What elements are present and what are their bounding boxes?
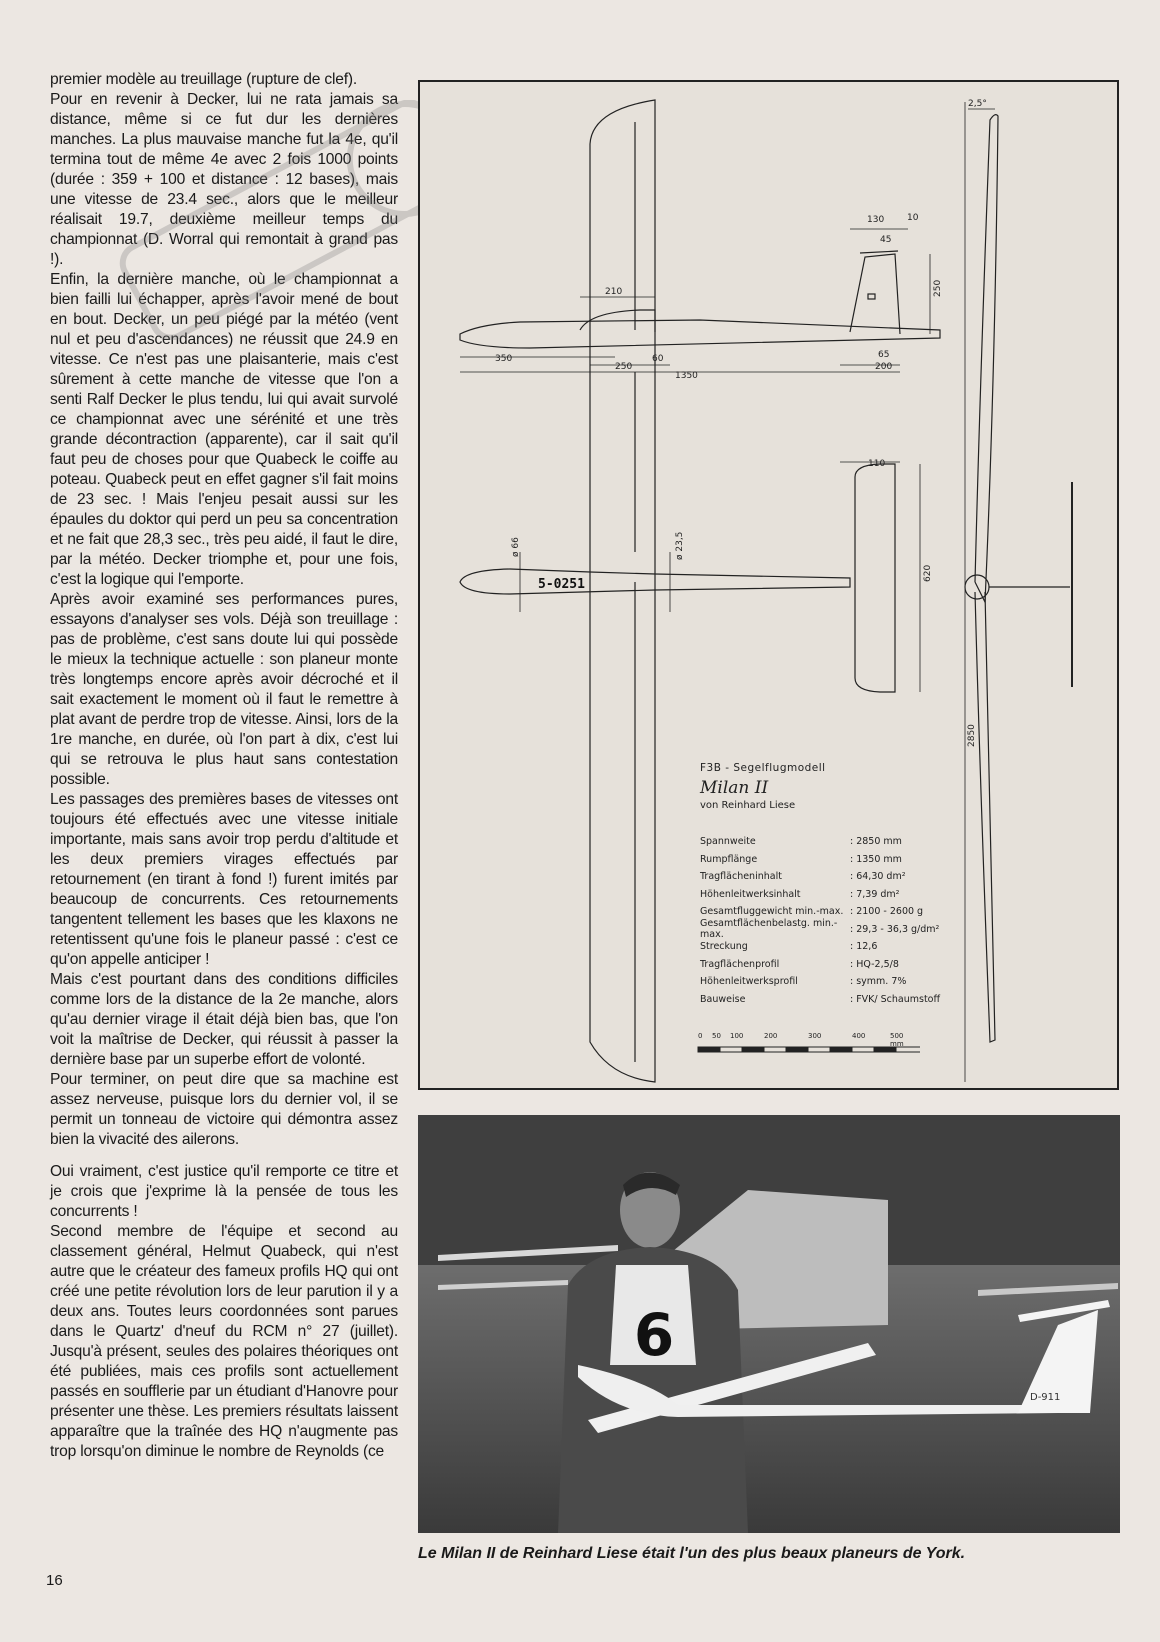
spec-row: Rumpflänge : 1350 mm [700, 853, 902, 865]
spec-title: F3B - Segelflugmodell [700, 762, 826, 774]
spec-row: Höhenleitwerksinhalt : 7,39 dm² [700, 888, 900, 900]
article-paragraph: Oui vraiment, c'est justice qu'il remporte ce titre et je crois que j'exprime là la pensée de tous les concurrents ! [50, 1163, 398, 1220]
dim-2850: 2850 [967, 724, 977, 747]
dim-110: 110 [868, 459, 886, 469]
dim-250: 250 [615, 362, 633, 372]
model-author: von Reinhard Liese [700, 800, 796, 811]
spec-row: Höhenleitwerksprofil : symm. 7% [700, 976, 907, 988]
spec-row: Bauweise : FVK/ Schaumstoff [700, 993, 941, 1005]
article-paragraph: Pour terminer, on peut dire que sa machine est assez nerveuse, puisque lors du dernier vol, il se permit un tonneau de victoire qui démontra assez bien la vivacité des ailerons. [50, 1071, 398, 1148]
dim-130: 130 [867, 215, 885, 225]
dim-200: 200 [875, 362, 893, 372]
fin-marking: D-911 [1030, 1392, 1061, 1403]
dim-1350: 1350 [675, 371, 698, 381]
spec-row: Tragflächeninhalt : 64,30 dm² [700, 871, 906, 883]
article-paragraph: Les passages des premières bases de vitesses ont toujours été effectués avec une vitesse initiale importante, mais sans avoir trop perdu d'altitude et les deux premiers virages effectués par retournement (en tirant à fond !) furent imités par beaucoup de concurrents. Ces retournements tangentent tellement les bases que les klaxons ne retentissent qu'une fois le planeur passé : c'est ce qu'on appelle anticiper ! [50, 791, 398, 968]
dim-66: ø 66 [511, 537, 521, 557]
article-paragraph: Après avoir examiné ses performances pures, essayons d'analyser ses vols. Déjà son treuillage : pas de problème, c'est sans doute lui qui possède le mieux la technique actuelle : son planeur monte très longtemps encore après avoir décroché et il sait exactement le moment où il faut le remettre à plat avant de perdre trop de vitesse. Ainsi, lors de la 1re manche, en durée, où l'on part à dix, c'est lui qui se retrouva le plus haut sans contestation possible. [50, 591, 398, 788]
spec-sheet [700, 762, 1030, 1008]
photo-caption: Le Milan II de Reinhard Liese était l'un des plus beaux planeurs de York. [418, 1545, 966, 1562]
dim-210: 210 [605, 287, 623, 297]
article-paragraph: Mais c'est pourtant dans des conditions difficiles comme lors de la distance de la 2e manche, alors qu'au dernier virage il était déjà bien bas, que l'on voit la maîtrise de Decker, qui réussit à passer la dernière base par un superbe effort de volonté. [50, 971, 398, 1068]
dim-350: 350 [495, 354, 513, 364]
spec-row: Gesamtfluggewicht min.-max. : 2100 - 2600 g [700, 906, 924, 918]
article-paragraph: premier modèle au treuillage (rupture de clef). [50, 71, 357, 88]
spec-row: Tragflächenprofil : HQ-2,5/8 [700, 958, 899, 970]
dim-10: 10 [907, 213, 919, 223]
dim-620: 620 [923, 564, 933, 582]
dim-250-fin: 250 [933, 279, 943, 297]
spec-row: Spannweite : 2850 mm [700, 836, 902, 848]
photo-pilot-with-glider [418, 1115, 1120, 1533]
article-text-column [50, 70, 398, 1462]
dim-65: 65 [878, 350, 890, 360]
dim-angle: 2,5° [968, 99, 987, 109]
page-number: 16 [46, 1572, 63, 1589]
dim-23: ø 23,5 [675, 531, 685, 560]
photo-illustration [418, 1115, 1120, 1533]
spec-row: Gesamtflächenbelastg. min.-max. : 29,3 - 36,3 g/dm² [700, 918, 940, 941]
bib-number: 6 [633, 1301, 675, 1369]
dim-45: 45 [880, 235, 892, 245]
article-paragraph: Second membre de l'équipe et second au classement général, Helmut Quabeck, qui n'est autre que le créateur des fameux profils HQ qui ont créé une petite révolution lors de leur parution il y a deux ans. Toutes leurs coordonnées sont parues dans le Quartz' d'neuf du RCM n° 27 (juillet). Jusqu'à présent, seules des polaires théoriques ont été publiées, mais ces profils sont actuellement passés en soufflerie par un étudiant d'Hanovre pour présenter une thèse. Les premiers résultats laissent apparaître que la traînée des HQ n'augmente pas trop lorsqu'on diminue le nombre de Reynolds (ce [50, 1223, 398, 1460]
article-paragraph: Pour en revenir à Decker, lui ne rata jamais sa distance, même si ce fut dur les dernières manches. La plus mauvaise manche fut la 4e, qu'il termina tout de même 4e avec 2 fois 1000 points (durée : 359 + 100 et distance : 12 bases), mais une vitesse de 23.4 sec., alors que le meilleur réalisait 19.7, deuxième meilleur temps du championnat (D. Worral qui remontait à grand pas !). [50, 91, 398, 268]
technical-drawing: 130 10 45 250 210 350 60 250 65 200 1350 110 620 ø 66 ø 23,5 2850 2,5° 5-0251 F3B - Segelflugmodell Milan II von Reinhard Liese Spannweite : 2850 mm Rumpflänge : 1350 mm Tragflächeninhalt : 64,30 dm² Höhenleitwerksinhalt : 7,39 dm² Gesamtfluggewicht min.-max. : 2100 - 2600 g Gesamtflächenbelastg. min.-max. : 29,3 - 36,3 g/dm² Streckung : 12,6 Tragflächenprofil : HQ-2,5/8 Höhenleitwerksprofil : symm. 7% Bauweise : FVK/ Schaumstoff 0 50 100 200 300 400 500 mm [418, 80, 1119, 1090]
article-paragraph: Enfin, la dernière manche, où le championnat a bien failli lui échapper, après l'avoir mené de bout en bout. Decker, un peu piégé par la météo (vent nul et peu d'ascendances) ne réussit que 24.9 en vitesse. Ce n'est pas une plaisanterie, mais c'est sûrement à cette manche de vitesse que l'on a senti Ralf Decker le plus tendu, lui qui avait survolé ce championnat avec une sérénité et une très grande décontraction (apparente), car il sait qu'il faut peu de choses pour que Quabeck le coiffe au poteau. Quabeck peut en effet gagner s'il fait moins de 23 sec. ! Mais l'enjeu pesait aussi sur les épaules du doktor qui perd un peu sa concentration et ne fait que 28,3 sec., très peu aidé, il faut le dire, par la météo. Decker triomphe et, pour une fois, c'est la logique qui l'emporte. [50, 271, 398, 588]
spec-row: Streckung : 12,6 [700, 941, 878, 953]
model-name: Milan II [700, 778, 769, 798]
registration-mark: 5-0251 [538, 577, 585, 592]
dim-60: 60 [652, 354, 664, 364]
